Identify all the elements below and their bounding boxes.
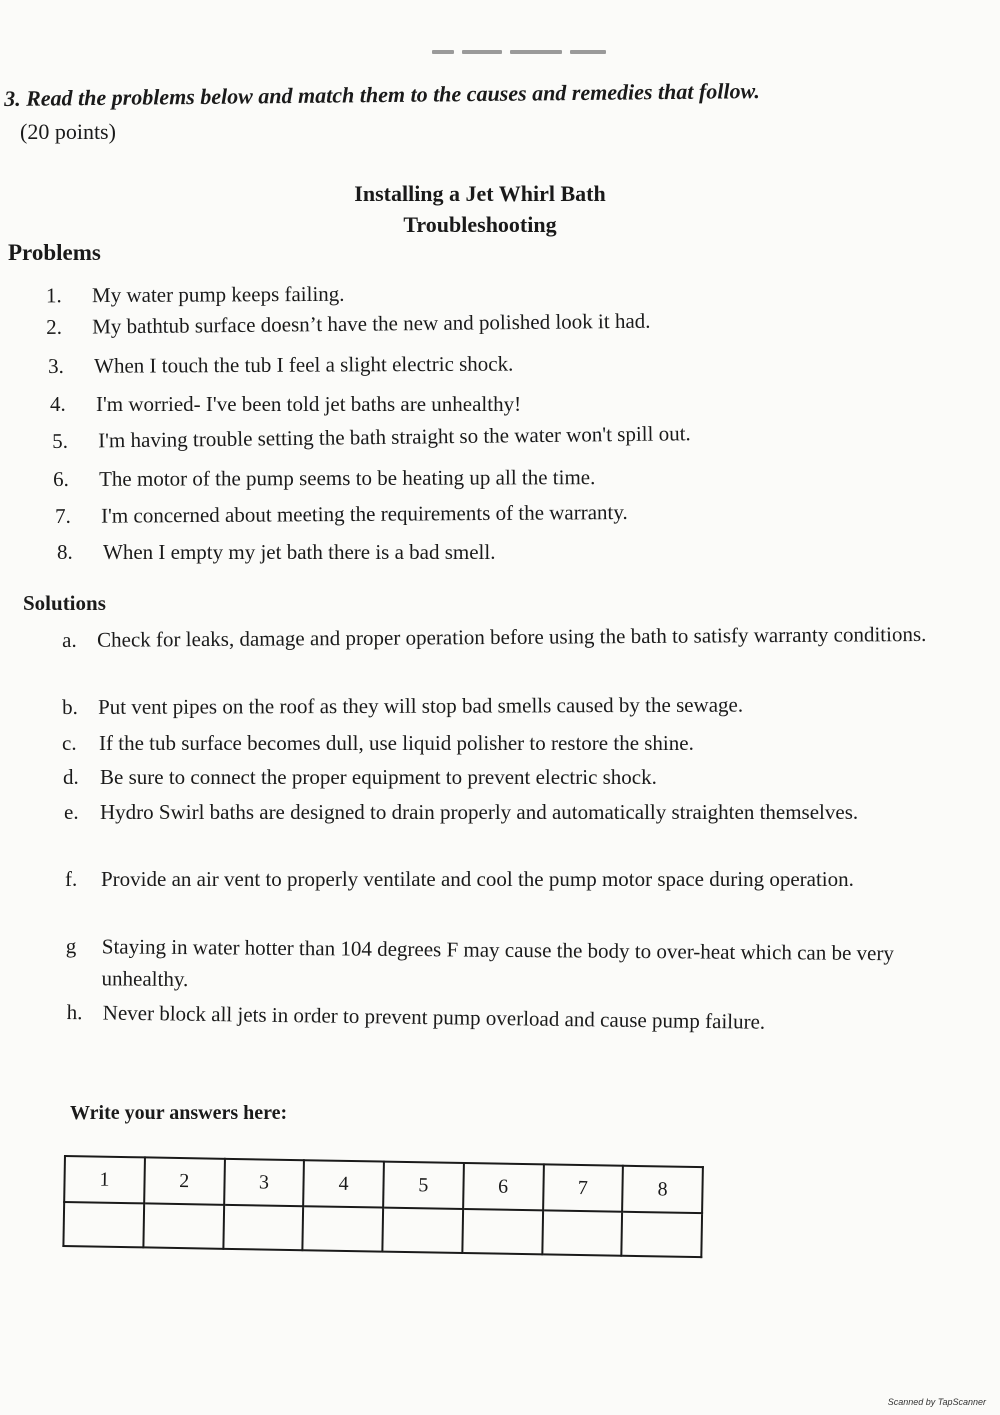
solution-item bbox=[65, 863, 965, 895]
problem-text: The motor of the pump seems to be heating up all the time. bbox=[99, 465, 596, 491]
problem-number: 3. bbox=[48, 353, 64, 378]
answer-column-header: 3 bbox=[224, 1159, 305, 1206]
solution-item bbox=[62, 727, 962, 759]
problem-number: 1. bbox=[45, 283, 62, 308]
problem-number: 8. bbox=[57, 540, 73, 564]
problem-text: My bathtub surface doesn’t have the new and polished look it had. bbox=[92, 308, 651, 339]
solution-item bbox=[63, 761, 963, 793]
problem-number: 6. bbox=[53, 466, 69, 491]
answer-column-header: 5 bbox=[383, 1162, 464, 1209]
answer-column-header: 8 bbox=[622, 1166, 703, 1213]
answer-cell-1[interactable] bbox=[63, 1202, 144, 1247]
problem-item bbox=[52, 414, 952, 457]
solution-letter: c. bbox=[62, 731, 77, 755]
document-subtitle: Troubleshooting bbox=[403, 212, 557, 237]
solution-letter: d. bbox=[63, 765, 79, 789]
solution-item bbox=[65, 930, 986, 1002]
solution-item bbox=[62, 618, 962, 656]
solution-text: Never block all jets in order to prevent pump overload and cause pump failure. bbox=[102, 1000, 766, 1034]
solution-letter: b. bbox=[62, 694, 78, 719]
problem-text: When I empty my jet bath there is a bad smell. bbox=[103, 540, 496, 564]
question-instruction: 3. Read the problems below and match them to the causes and remedies that follow. bbox=[4, 78, 760, 111]
problem-text: I'm having trouble setting the bath straight so the water won't spill out. bbox=[98, 421, 691, 453]
solutions-heading: Solutions bbox=[23, 591, 106, 615]
answers-label: Write your answers here: bbox=[70, 1102, 288, 1124]
answer-cell-7[interactable] bbox=[542, 1210, 623, 1255]
solution-text: Check for leaks, damage and proper operation before using the bath to satisfy warranty conditions. bbox=[97, 621, 927, 652]
solution-item bbox=[64, 796, 964, 828]
solution-letter: f. bbox=[65, 867, 78, 891]
answer-column-header: 7 bbox=[543, 1164, 624, 1211]
problem-number: 2. bbox=[46, 314, 63, 339]
problem-item bbox=[48, 345, 948, 382]
problem-text: I'm worried- I've been told jet baths are unhealthy! bbox=[96, 392, 522, 416]
answer-cell-2[interactable] bbox=[143, 1203, 224, 1248]
answer-cell-3[interactable] bbox=[223, 1205, 304, 1250]
solution-text: Staying in water hotter than 104 degrees F may cause the body to over-heat which can be very unhealthy. bbox=[101, 934, 895, 992]
solution-text: Put vent pipes on the roof as they will stop bad smells caused by the sewage. bbox=[98, 692, 744, 719]
solution-text: Hydro Swirl baths are designed to drain properly and automatically straighten themselves. bbox=[100, 800, 859, 824]
document-title: Installing a Jet Whirl Bath bbox=[354, 181, 606, 206]
answer-cell-4[interactable] bbox=[303, 1206, 384, 1251]
problem-number: 4. bbox=[50, 392, 66, 416]
solution-item bbox=[67, 996, 967, 1041]
header-scan-artifact bbox=[432, 44, 612, 62]
problem-text: When I touch the tub I feel a slight electric shock. bbox=[94, 351, 514, 378]
problem-number: 7. bbox=[55, 503, 71, 528]
solution-text: Provide an air vent to properly ventilate and cool the pump motor space during operation. bbox=[101, 867, 854, 891]
solution-letter: a. bbox=[62, 627, 77, 652]
answer-cell-8[interactable] bbox=[622, 1212, 703, 1257]
answer-column-header: 4 bbox=[303, 1160, 384, 1207]
solution-letter: e. bbox=[64, 800, 79, 824]
problem-item bbox=[53, 460, 953, 495]
solution-text: If the tub surface becomes dull, use liquid polisher to restore the shine. bbox=[99, 731, 694, 755]
answer-column-header: 2 bbox=[144, 1157, 225, 1204]
answer-column-header: 1 bbox=[64, 1156, 145, 1203]
problem-number: 5. bbox=[52, 428, 69, 453]
answer-cell-5[interactable] bbox=[382, 1208, 463, 1253]
solution-text: Be sure to connect the proper equipment to prevent electric shock. bbox=[100, 765, 657, 789]
problem-text: I'm concerned about meeting the requirements of the warranty. bbox=[101, 500, 628, 528]
problems-heading: Problems bbox=[8, 240, 101, 265]
scanner-watermark: Scanned by TapScanner bbox=[887, 1397, 986, 1407]
answer-table bbox=[62, 1155, 704, 1258]
problem-item bbox=[57, 536, 957, 568]
solution-letter: g bbox=[65, 933, 77, 959]
problem-text: My water pump keeps failing. bbox=[91, 281, 345, 308]
solution-item bbox=[62, 688, 962, 723]
question-points: (20 points) bbox=[20, 119, 116, 144]
solution-letter: h. bbox=[66, 999, 83, 1025]
problem-item bbox=[55, 494, 955, 532]
answer-column-header: 6 bbox=[463, 1163, 544, 1210]
answer-cell-6[interactable] bbox=[462, 1209, 543, 1254]
